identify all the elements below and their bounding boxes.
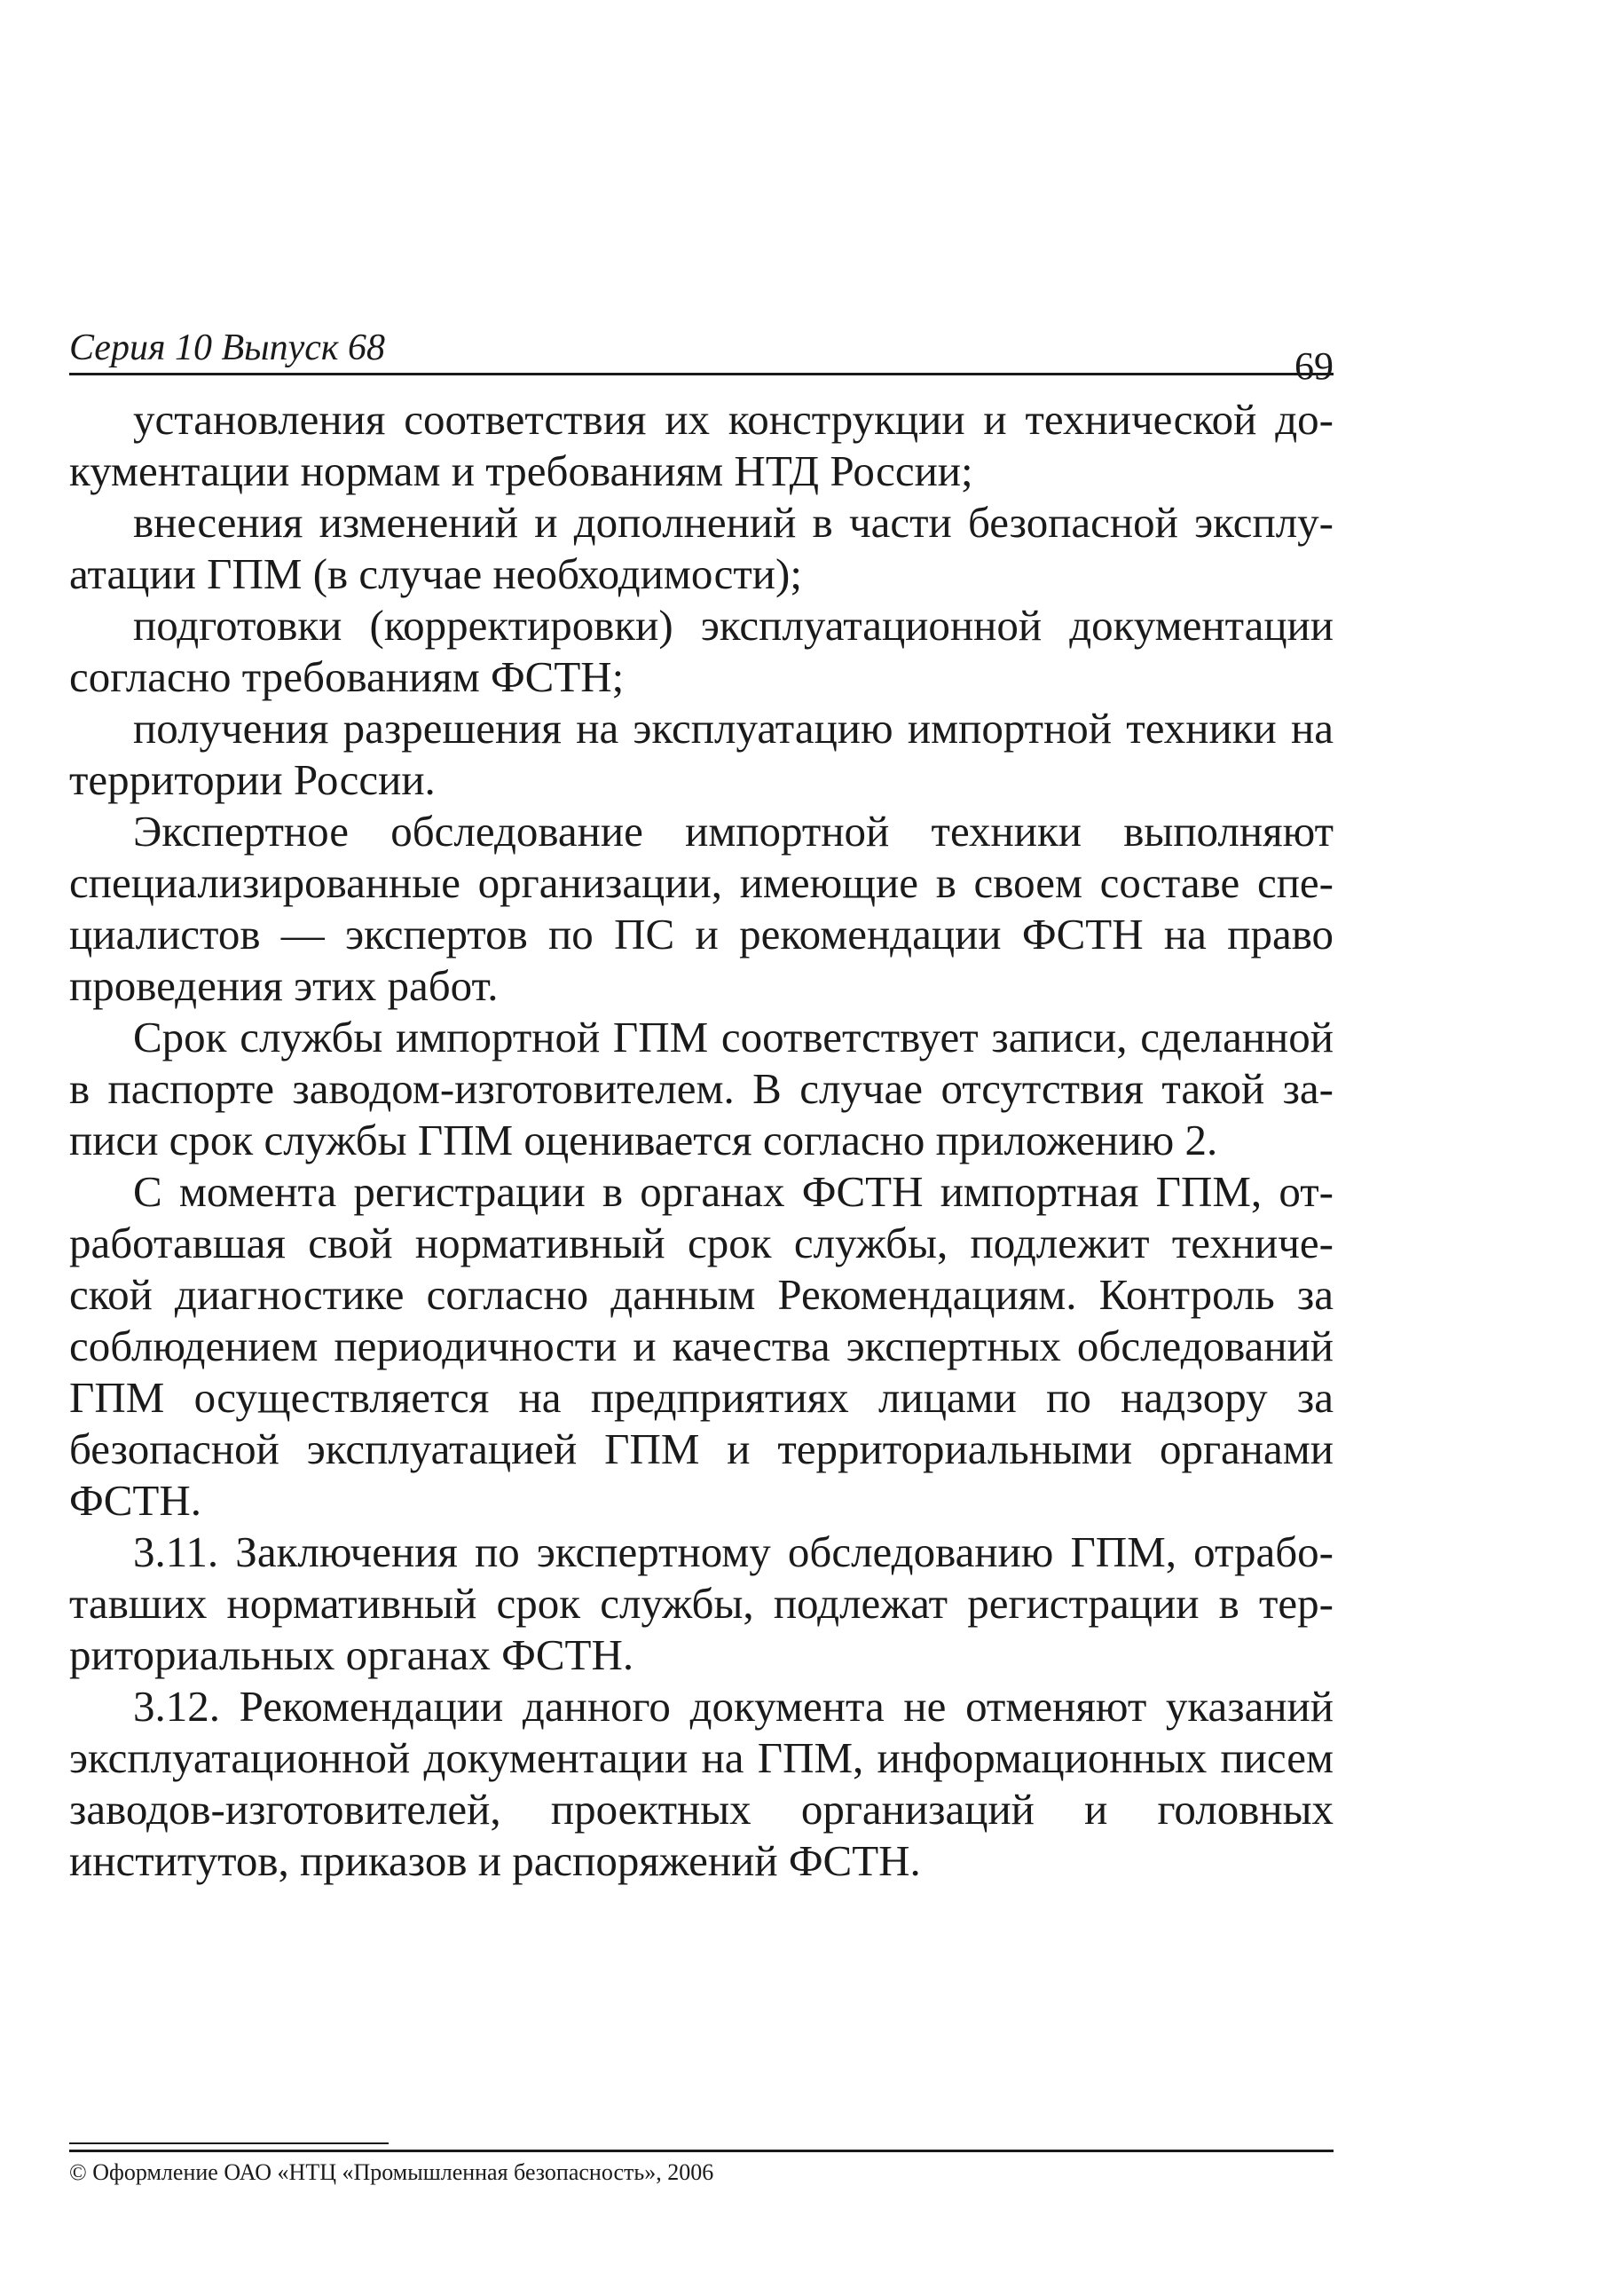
running-header — [69, 320, 1334, 388]
body-text — [69, 394, 1334, 1887]
paragraph: подготовки (корректировки) эксплуатационной документации согласно требованиям ФСТН; — [69, 601, 1334, 701]
paragraph: Срок службы импортной ГПМ соответствует записи, сделанной в паспорте заводом-изготовителем. В случае отсутствия такой записи срок службы ГПМ оценивается согласно приложению 2. — [69, 1013, 1334, 1164]
footer-rule — [69, 2150, 1334, 2152]
footer-rule-short — [69, 2142, 389, 2144]
paragraph: 3.12. Рекомендации данного документа не отменяют указаний эксплуатационной документации на ГПМ, информационных писем заводов-изготовителей, проектных организаций и головных институтов, приказов и распоряжений ФСТН. — [69, 1682, 1334, 1885]
paragraph: внесения изменений и дополнений в части безопасной эксплуатации ГПМ (в случае необходимости); — [69, 498, 1334, 598]
copyright-note: © Оформление ОАО «НТЦ «Промышленная безопасность», 2006 — [69, 2159, 714, 2185]
paragraph: установления соответствия их конструкции и технической документации нормам и требованиям НТД России; — [69, 395, 1334, 495]
paragraph: Экспертное обследование импортной техники выполняют специализированные организации, имеющие в своем составе специалистов — экспертов по ПС и рекомендации ФСТН на право проведения этих работ. — [69, 807, 1334, 1010]
paragraph: С момента регистрации в органах ФСТН импортная ГПМ, отработавшая свой нормативный срок службы, подлежит технической диагностике согласно данным Рекомендациям. Контроль за соблюдением периодичности и качества экспертных обследований ГПМ осуществляется на предприятиях лицами по надзору за безопасной эксплуатацией ГПМ и территориальными органами ФСТН. — [69, 1167, 1334, 1525]
paragraph: получения разрешения на эксплуатацию импортной техники на территории России. — [69, 704, 1334, 804]
series-title: Серия 10 Выпуск 68 — [69, 327, 385, 368]
paragraph: 3.11. Заключения по экспертному обследованию ГПМ, отработавших нормативный срок службы, подлежат регистрации в территориальных органах ФСТН. — [69, 1527, 1334, 1679]
page-number: 69 — [1294, 344, 1334, 388]
